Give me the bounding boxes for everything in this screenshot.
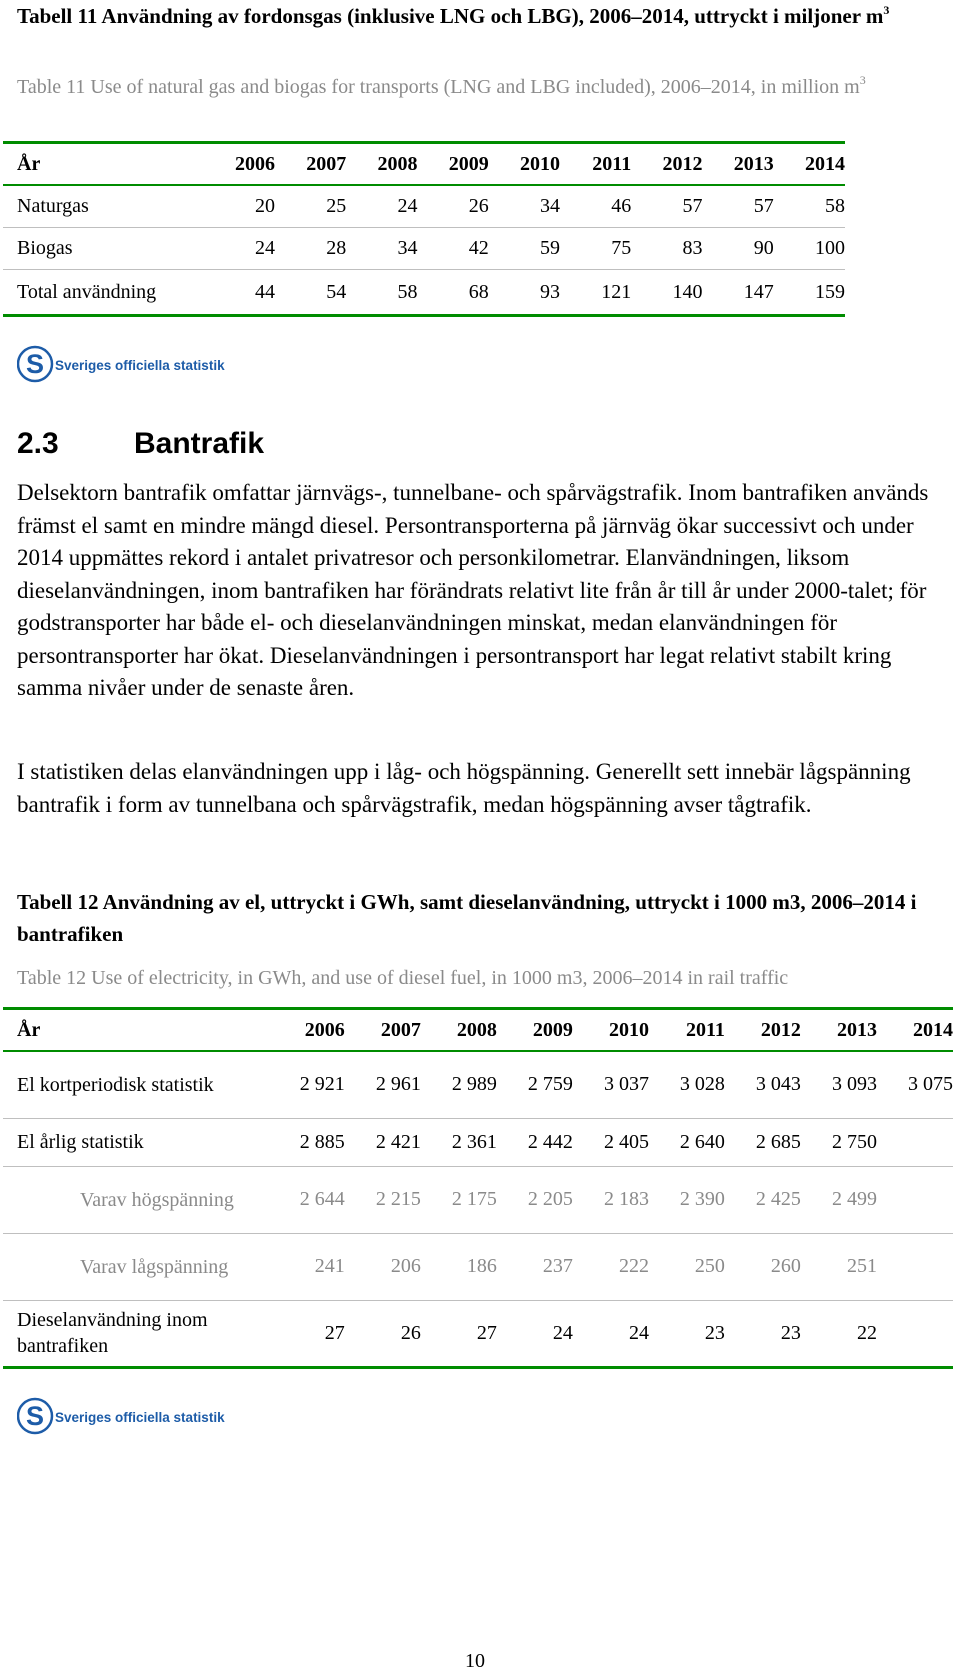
table-cell: 34 (489, 185, 560, 228)
table-cell: 54 (275, 270, 346, 316)
table-cell: 3 075 (877, 1051, 953, 1118)
table-cell: 3 043 (725, 1051, 801, 1118)
table-cell: 27 (269, 1300, 345, 1367)
section-heading (17, 424, 264, 464)
table-11-subtitle: Table 11 Use of natural gas and biogas for transports (LNG and LBG included), 2006–2014, in million $m^3$ (17, 73, 866, 98)
table-cell: 24 (346, 185, 417, 228)
table-row (3, 1300, 953, 1367)
svg-text:Sveriges officiella statistik: Sveriges officiella statistik (55, 1410, 225, 1425)
header-cell: 2012 (631, 143, 702, 186)
paragraph: I statistiken delas elanvändningen upp i låg- och högspänning. Generellt sett innebär lågspänning bantrafik i form av tunnelbana och spårvägstrafik, medan högspänning avser tågtrafik. (17, 759, 911, 817)
table-cell: 206 (345, 1233, 421, 1300)
table-cell: 25 (275, 185, 346, 228)
table-cell: 2 989 (421, 1051, 497, 1118)
table-cell: 42 (417, 228, 488, 270)
svg-text:S: S (25, 1401, 45, 1431)
table-cell: 2 921 (269, 1051, 345, 1118)
table-cell: 3 037 (573, 1051, 649, 1118)
table-cell: 3 093 (801, 1051, 877, 1118)
table-cell: 28 (275, 228, 346, 270)
row-label: Biogas (3, 228, 204, 270)
header-cell: 2009 (417, 143, 488, 186)
header-cell: 2009 (497, 1009, 573, 1052)
table-cell: 121 (560, 270, 631, 316)
table-cell: 3 028 (649, 1051, 725, 1118)
table-cell: 2 640 (649, 1118, 725, 1166)
table-cell: 140 (631, 270, 702, 316)
header-cell: 2006 (269, 1009, 345, 1052)
section-number: 2.3 (17, 427, 59, 460)
table-cell: 2 390 (649, 1166, 725, 1233)
table-cell: 57 (631, 185, 702, 228)
table-cell: 57 (702, 185, 773, 228)
table-row (3, 1166, 953, 1233)
table-cell: 2 361 (421, 1118, 497, 1166)
header-cell: 2014 (774, 143, 845, 186)
table-cell: 159 (774, 270, 845, 316)
table-cell: 2 750 (801, 1118, 877, 1166)
table-cell: 24 (497, 1300, 573, 1367)
header-cell: År (3, 143, 204, 186)
header-cell: 2012 (725, 1009, 801, 1052)
table-cell: 2 205 (497, 1166, 573, 1233)
table-cell: 83 (631, 228, 702, 270)
table-cell: 186 (421, 1233, 497, 1300)
row-label: Naturgas (3, 185, 204, 228)
table-12-subtitle: Table 12 Use of electricity, in GWh, and use of diesel fuel, in 1000 m3, 2006–2014 in rail traffic (17, 967, 789, 989)
row-label: Total användning (3, 270, 204, 316)
svg-text:S: S (25, 349, 45, 379)
table-cell: 20 (204, 185, 275, 228)
table-cell: 59 (489, 228, 560, 270)
table-cell: 2 499 (801, 1166, 877, 1233)
table-12 (3, 1007, 953, 1369)
header-cell: 2007 (345, 1009, 421, 1052)
header-cell: 2010 (489, 143, 560, 186)
svg-text:Sveriges officiella statistik: Sveriges officiella statistik (55, 358, 225, 373)
table-cell: 93 (489, 270, 560, 316)
header-cell: 2007 (275, 143, 346, 186)
table-12-title: Tabell 12 Användning av el, uttryckt i GWh, samt dieselanvändning, uttryckt i 1000 m3, 2006–2014 i bantrafiken (17, 890, 917, 946)
table-cell: 75 (560, 228, 631, 270)
table-cell: 2 885 (269, 1118, 345, 1166)
table-cell: 44 (204, 270, 275, 316)
table-cell: 2 215 (345, 1166, 421, 1233)
table-cell: 147 (702, 270, 773, 316)
table-cell: 222 (573, 1233, 649, 1300)
table-cell: 251 (801, 1233, 877, 1300)
table-row (3, 1051, 953, 1118)
sos-logo-mark (17, 1396, 237, 1436)
header-cell: 2008 (346, 143, 417, 186)
table-row (3, 1118, 953, 1166)
table-cell: 23 (725, 1300, 801, 1367)
table-cell (877, 1300, 953, 1367)
table-cell: 26 (417, 185, 488, 228)
table-header-row (3, 1009, 953, 1052)
table-cell: 23 (649, 1300, 725, 1367)
table-cell (877, 1118, 953, 1166)
table-cell: 24 (204, 228, 275, 270)
row-label: El kortperiodisk statistik (3, 1051, 269, 1118)
table-cell: 58 (774, 185, 845, 228)
table-row (3, 1233, 953, 1300)
sos-logo (17, 344, 237, 384)
table-cell: 68 (417, 270, 488, 316)
row-label: Varav lågspänning (3, 1233, 269, 1300)
table-cell: 46 (560, 185, 631, 228)
table-cell (877, 1166, 953, 1233)
table-cell: 58 (346, 270, 417, 316)
table-row (3, 270, 845, 316)
table-cell: 90 (702, 228, 773, 270)
table-cell: 2 685 (725, 1118, 801, 1166)
page-number: 10 (465, 1650, 485, 1672)
header-cell: 2014 (877, 1009, 953, 1052)
table-row (3, 185, 845, 228)
table-cell: 27 (421, 1300, 497, 1367)
header-cell: 2006 (204, 143, 275, 186)
table-cell: 34 (346, 228, 417, 270)
table-cell: 26 (345, 1300, 421, 1367)
table-11 (3, 141, 845, 317)
row-label: El årlig statistik (3, 1118, 269, 1166)
table-cell: 100 (774, 228, 845, 270)
header-cell: År (3, 1009, 269, 1052)
header-cell: 2011 (560, 143, 631, 186)
sos-logo (17, 1396, 237, 1436)
table-cell: 2 175 (421, 1166, 497, 1233)
table-cell: 24 (573, 1300, 649, 1367)
table-cell: 22 (801, 1300, 877, 1367)
header-cell: 2013 (702, 143, 773, 186)
table-cell: 2 405 (573, 1118, 649, 1166)
table-11-title: Tabell 11 Användning av fordonsgas (inklusive LNG och LBG), 2006–2014, uttryckt i miljoner $m^3$ (17, 3, 890, 28)
table-row (3, 228, 845, 270)
table-cell: 241 (269, 1233, 345, 1300)
table-cell: 2 183 (573, 1166, 649, 1233)
header-cell: 2011 (649, 1009, 725, 1052)
row-label: Varav högspänning (3, 1166, 269, 1233)
header-cell: 2010 (573, 1009, 649, 1052)
table-cell: 2 421 (345, 1118, 421, 1166)
table-cell (877, 1233, 953, 1300)
table-cell: 250 (649, 1233, 725, 1300)
paragraph: Delsektorn bantrafik omfattar järnvägs-, tunnelbane- och spårvägstrafik. Inom bantrafiken används främst el samt en mindre mängd diesel. Persontransporterna på järnväg ökar successivt och under 2014 uppmättes rekord i antalet privatresor och personkilometrar. Elanvändningen, liksom dieselanvändningen, inom bantrafiken har förändrats relativt lite från år till år under 2000-talet; för godstransporter har både el- och dieselanvändningen minskat, medan elanvändningen för persontransporter har ökat. Dieselanvändningen i persontransport har legat relativt stabilt kring samma nivåer under de senaste åren. (17, 480, 929, 700)
sos-logo-mark (17, 344, 237, 384)
table-header-row (3, 143, 845, 186)
header-cell: 2013 (801, 1009, 877, 1052)
table-cell: 2 425 (725, 1166, 801, 1233)
row-label: Dieselanvändning inom bantrafiken (3, 1300, 269, 1367)
table-cell: 237 (497, 1233, 573, 1300)
table-cell: 2 442 (497, 1118, 573, 1166)
table-cell: 2 759 (497, 1051, 573, 1118)
table-cell: 260 (725, 1233, 801, 1300)
section-title: Bantrafik (134, 427, 265, 460)
table-cell: 2 644 (269, 1166, 345, 1233)
header-cell: 2008 (421, 1009, 497, 1052)
table-cell: 2 961 (345, 1051, 421, 1118)
